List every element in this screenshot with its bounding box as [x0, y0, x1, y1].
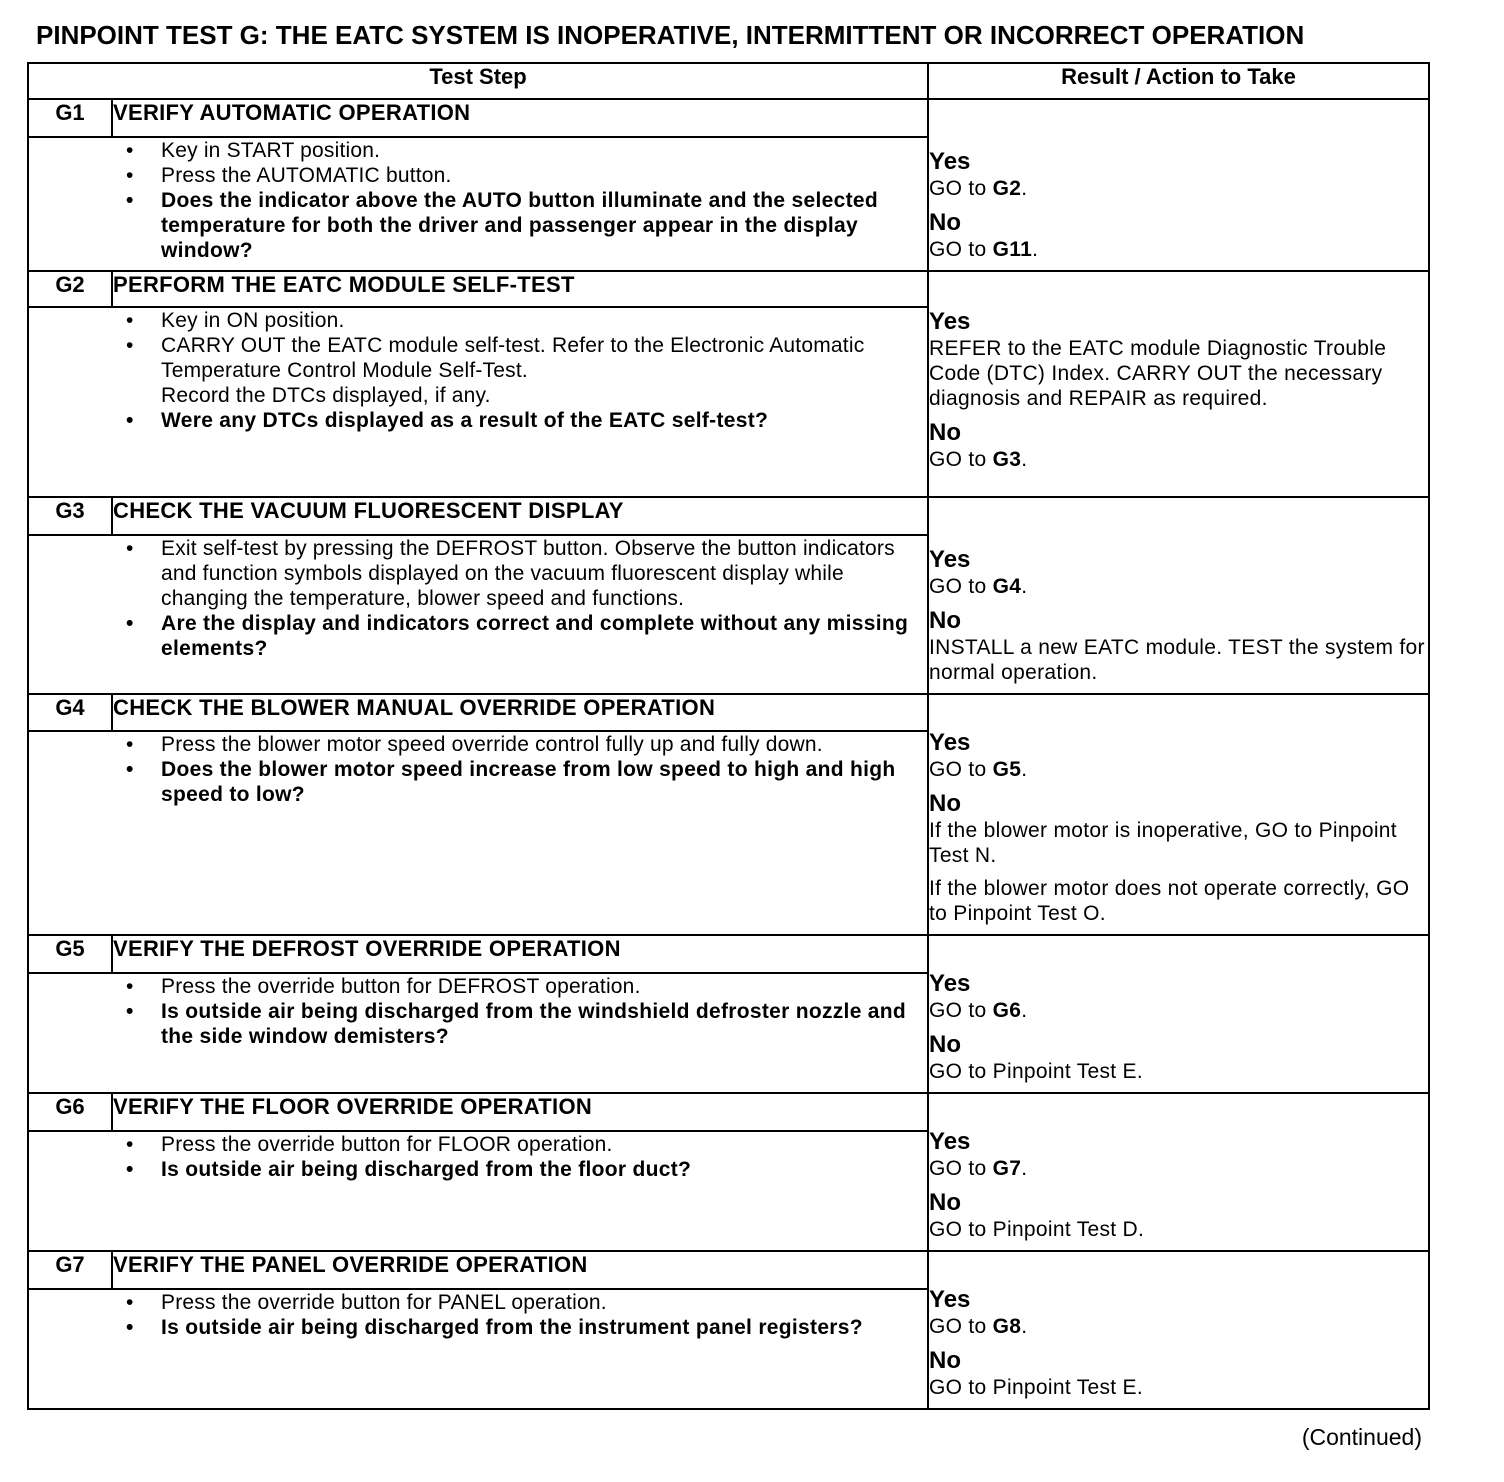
step-body — [28, 1131, 928, 1251]
step-id: G3 — [28, 497, 112, 535]
step-g5-title-row — [28, 935, 1429, 973]
no-label: No — [929, 1031, 962, 1058]
pinpoint-test-table — [27, 62, 1430, 1410]
question-item: • Does the blower motor speed increase from low speed to high and high speed to low? — [126, 758, 896, 807]
question-item: • Were any DTCs displayed as a result of the EATC self-test? — [126, 409, 769, 432]
step-g2-title-row — [28, 271, 1429, 307]
question-item: • Is outside air being discharged from the windshield defroster nozzle and the side window demisters? — [126, 999, 907, 1048]
step-body — [28, 731, 928, 935]
step-g6-title-row — [28, 1093, 1429, 1131]
bullet-item: • Exit self-test by pressing the DEFROST button. Observe the button indicators and function symbols displayed on the vacuum fluorescent display while changing the temperature, blower speed and functions. — [126, 536, 895, 610]
step-g3-title-row — [28, 497, 1429, 535]
step-id: G4 — [28, 694, 112, 731]
step-title: VERIFY AUTOMATIC OPERATION — [112, 99, 928, 137]
result-cell — [928, 99, 1429, 271]
result-cell — [928, 1093, 1429, 1251]
yes-action: REFER to the EATC module Diagnostic Trouble Code (DTC) Index. CARRY OUT the necessary diagnosis and REPAIR as required. — [929, 337, 1387, 410]
bullet-item: • Press the blower motor speed override control fully up and fully down. — [126, 733, 823, 757]
bullet-item: • CARRY OUT the EATC module self-test. Refer to the Electronic Automatic Temperature Control Module Self-Test. Record the DTCs displayed, if any. — [126, 334, 865, 407]
no-label: No — [929, 790, 962, 817]
page-title: PINPOINT TEST G: THE EATC SYSTEM IS INOPERATIVE, INTERMITTENT OR INCORRECT OPERATION — [36, 20, 1305, 50]
result-header: Result / Action to Take — [928, 63, 1429, 99]
step-title: VERIFY THE PANEL OVERRIDE OPERATION — [112, 1251, 928, 1289]
no-action: INSTALL a new EATC module. TEST the system for normal operation. — [929, 636, 1425, 684]
step-id: G6 — [28, 1093, 112, 1131]
yes-label: Yes — [929, 148, 971, 175]
no-label: No — [929, 1189, 962, 1216]
no-label: No — [929, 607, 962, 634]
yes-action: GO to G6. — [929, 999, 1028, 1022]
test-step-header: Test Step — [28, 63, 928, 99]
result-cell — [928, 497, 1429, 694]
step-id: G2 — [28, 271, 112, 307]
step-title: VERIFY THE DEFROST OVERRIDE OPERATION — [112, 935, 928, 973]
yes-label: Yes — [929, 546, 971, 573]
yes-label: Yes — [929, 1128, 971, 1155]
result-cell — [928, 1251, 1429, 1409]
yes-label: Yes — [929, 729, 971, 756]
no-action: GO to Pinpoint Test D. — [929, 1218, 1145, 1241]
yes-label: Yes — [929, 308, 971, 335]
step-g7-title-row — [28, 1251, 1429, 1289]
step-title: CHECK THE VACUUM FLUORESCENT DISPLAY — [112, 497, 928, 535]
step-title: VERIFY THE FLOOR OVERRIDE OPERATION — [112, 1093, 928, 1131]
no-action: GO to G11. — [929, 238, 1039, 261]
question-item: • Is outside air being discharged from the floor duct? — [126, 1157, 692, 1181]
step-body — [28, 137, 928, 271]
step-title: PERFORM THE EATC MODULE SELF-TEST — [112, 271, 928, 307]
no-label: No — [929, 209, 962, 236]
no-action: If the blower motor is inoperative, GO to Pinpoint Test N. — [929, 819, 1397, 867]
yes-action: GO to G4. — [929, 575, 1028, 598]
bullet-item: • Press the override button for PANEL operation. — [126, 1290, 607, 1314]
no-action: GO to Pinpoint Test E. — [929, 1060, 1144, 1083]
step-body — [28, 307, 928, 497]
yes-label: Yes — [929, 1286, 971, 1313]
step-id: G1 — [28, 99, 112, 137]
step-g4-title-row — [28, 694, 1429, 731]
question-item: • Does the indicator above the AUTO button illuminate and the selected temperature for both the driver and passenger appear in the display window? — [126, 188, 878, 262]
bullet-item: • Key in ON position. — [126, 309, 345, 332]
yes-action: GO to G8. — [929, 1315, 1028, 1338]
step-body — [28, 1289, 928, 1409]
bullet-item: • Press the override button for FLOOR operation. — [126, 1132, 613, 1156]
result-cell — [928, 694, 1429, 935]
step-id: G5 — [28, 935, 112, 973]
no-action: GO to Pinpoint Test E. — [929, 1376, 1144, 1399]
step-body — [28, 973, 928, 1093]
bullet-item: • Press the AUTOMATIC button. — [126, 163, 452, 187]
bullet-item: • Press the override button for DEFROST operation. — [126, 974, 641, 998]
no-label: No — [929, 419, 962, 446]
no-label: No — [929, 1347, 962, 1374]
step-title: CHECK THE BLOWER MANUAL OVERRIDE OPERATION — [112, 694, 928, 731]
question-item: • Are the display and indicators correct and complete without any missing elements? — [126, 611, 909, 660]
yes-action: GO to G2. — [929, 177, 1028, 200]
result-cell — [928, 271, 1429, 497]
no-action-alt: If the blower motor does not operate correctly, GO to Pinpoint Test O. — [929, 877, 1410, 925]
step-id: G7 — [28, 1251, 112, 1289]
result-cell — [928, 935, 1429, 1093]
no-action: GO to G3. — [929, 448, 1028, 471]
step-body — [28, 535, 928, 694]
yes-action: GO to G5. — [929, 758, 1028, 781]
step-g1-title-row — [28, 99, 1429, 137]
yes-action: GO to G7. — [929, 1157, 1028, 1180]
yes-label: Yes — [929, 970, 971, 997]
bullet-item: • Key in START position. — [126, 138, 381, 162]
header-row — [28, 63, 1429, 99]
question-item: • Is outside air being discharged from the instrument panel registers? — [126, 1315, 863, 1339]
continued-note: (Continued) — [1301, 1424, 1422, 1450]
